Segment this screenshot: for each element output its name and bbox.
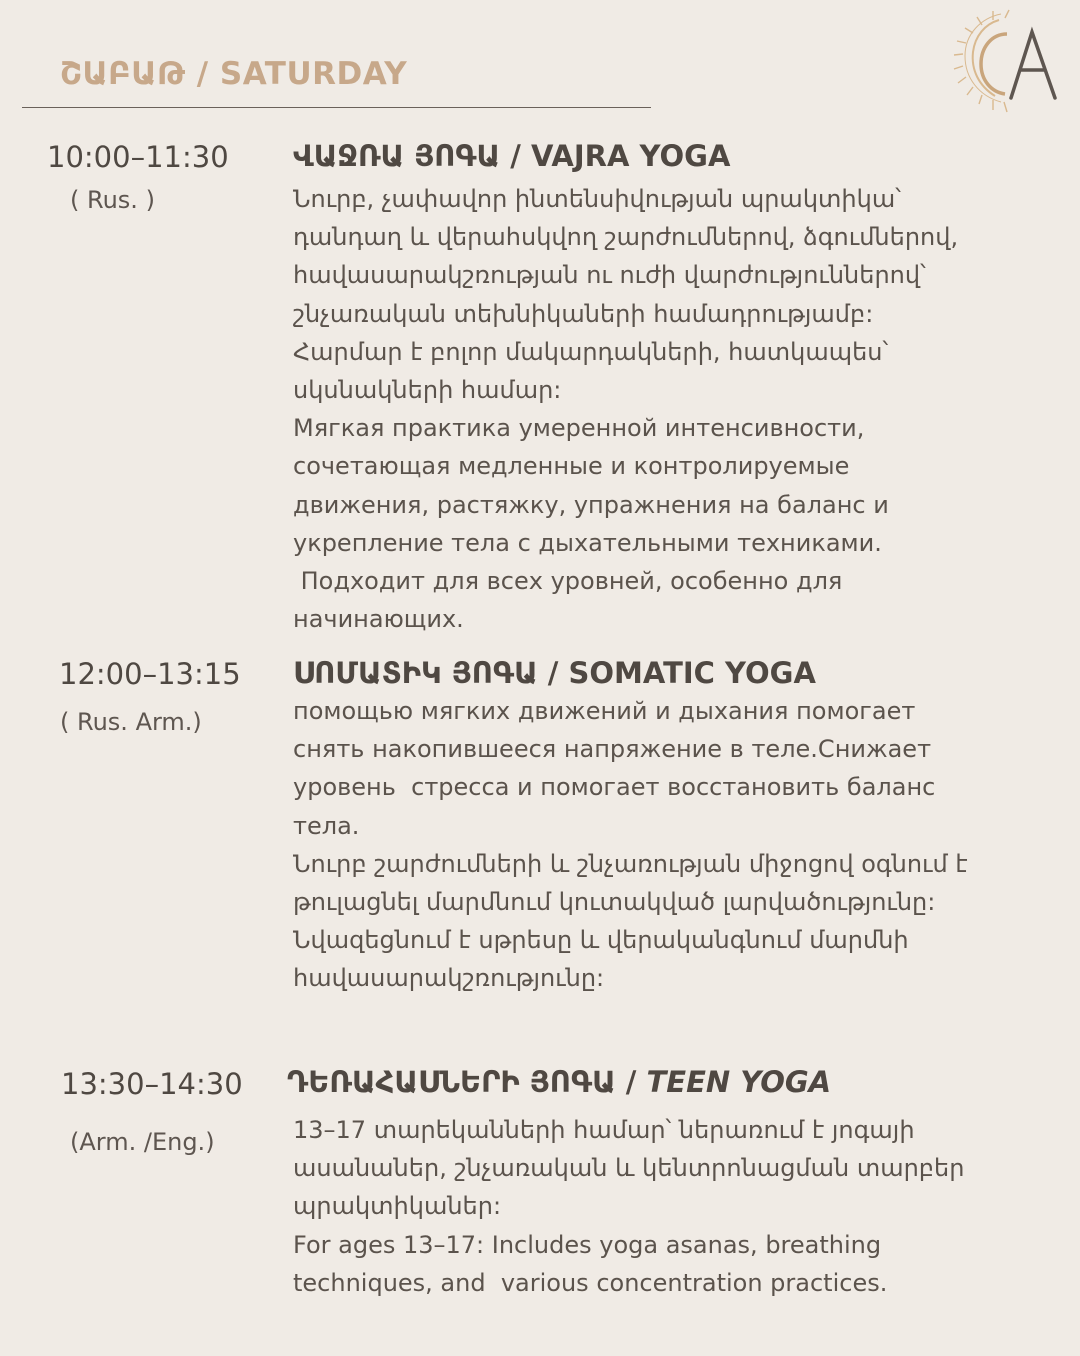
class-title-hy: ԴԵՌԱՀԱՍՆԵՐԻ ՅՈԳԱ <box>287 1065 616 1099</box>
class-title-en: VAJRA YOGA <box>530 139 731 173</box>
class-title-sep: / <box>510 139 521 173</box>
description-line: For ages 13–17: Includes yoga asanas, breathing <box>293 1230 882 1259</box>
description-line: движения, растяжку, упражнения на баланс и <box>293 490 889 519</box>
description-line: շնչառական տեխնիկաների համադրությամբ: <box>293 299 874 328</box>
description-line: թուլացնել մարմնում կուտակված լարվածությունը: <box>293 888 936 917</box>
class-title-hy: ՍՈՄԱՏԻԿ ՅՈԳԱ <box>293 656 538 690</box>
description-line: 13–17 տարեկանների համար՝ ներառում է յոգայի <box>293 1116 915 1144</box>
day-title: ՇԱԲԱԹ / SATURDAY <box>60 56 408 92</box>
description-line: Мягкая практика умеренной интенсивности, <box>293 414 865 443</box>
description-line: Նուրբ շարժումների և շնչառության միջոցով օգնում է <box>293 849 968 878</box>
class-language: ( Rus. Arm.) <box>60 708 202 736</box>
header-divider <box>22 107 651 108</box>
class-time: 13:30–14:30 <box>61 1067 243 1101</box>
description-line: հավասարակշռությունը: <box>293 964 605 993</box>
description-line: тела. <box>293 811 360 840</box>
description-line: techniques, and various concentration practices. <box>293 1268 888 1297</box>
class-title <box>293 656 816 690</box>
class-title-sep: / <box>547 656 559 690</box>
description-line: Հարմար է բոլոր մակարդակների, հատկապես՝ <box>293 337 889 366</box>
class-title-hy: ՎԱՋՌԱ ՅՈԳԱ <box>293 139 501 173</box>
sun-letter-a-logo-icon <box>935 6 1070 131</box>
class-description <box>293 180 1033 638</box>
class-title-en: SOMATIC YOGA <box>568 656 816 690</box>
description-line: уровень стресса и помогает восстановить баланс <box>293 773 936 802</box>
description-line: Նվազեցնում է սթրեսը և վերականգնում մարմնի <box>293 926 909 955</box>
class-title-sep: / <box>625 1065 637 1099</box>
class-description <box>293 692 1033 998</box>
class-description <box>293 1111 1033 1302</box>
class-language: (Arm. /Eng.) <box>70 1128 215 1156</box>
description-line: начинающих. <box>293 605 464 634</box>
description-line: снять накопившееся напряжение в теле.Снижает <box>293 735 932 764</box>
description-line: ասանաներ, շնչառական և կենտրոնացման տարբեր <box>293 1154 965 1183</box>
description-line: укрепление тела с дыхательными техниками. <box>293 528 882 557</box>
description-line: Նուրբ, չափավոր ինտենսիվության պրակտիկա՝ <box>293 185 901 213</box>
class-title <box>287 1065 831 1099</box>
class-title-en: TEEN YOGA <box>646 1065 832 1099</box>
description-line: սկսնակների համար: <box>293 376 562 405</box>
description-line: помощью мягких движений и дыхания помогает <box>293 697 916 725</box>
class-time: 10:00–11:30 <box>47 140 229 174</box>
description-line: դանդաղ և վերահսկվող շարժումներով, ձգումներով, <box>293 223 959 252</box>
description-line: сочетающая медленные и контролируемые <box>293 452 850 481</box>
class-time: 12:00–13:15 <box>59 657 241 691</box>
class-title <box>293 139 730 173</box>
description-line: Подходит для всех уровней, особенно для <box>293 567 843 596</box>
description-line: հավասարակշռության ու ուժի վարժություններով՝ <box>293 261 926 290</box>
description-line: պրակտիկաներ: <box>293 1192 502 1221</box>
class-language: ( Rus. ) <box>70 186 155 214</box>
